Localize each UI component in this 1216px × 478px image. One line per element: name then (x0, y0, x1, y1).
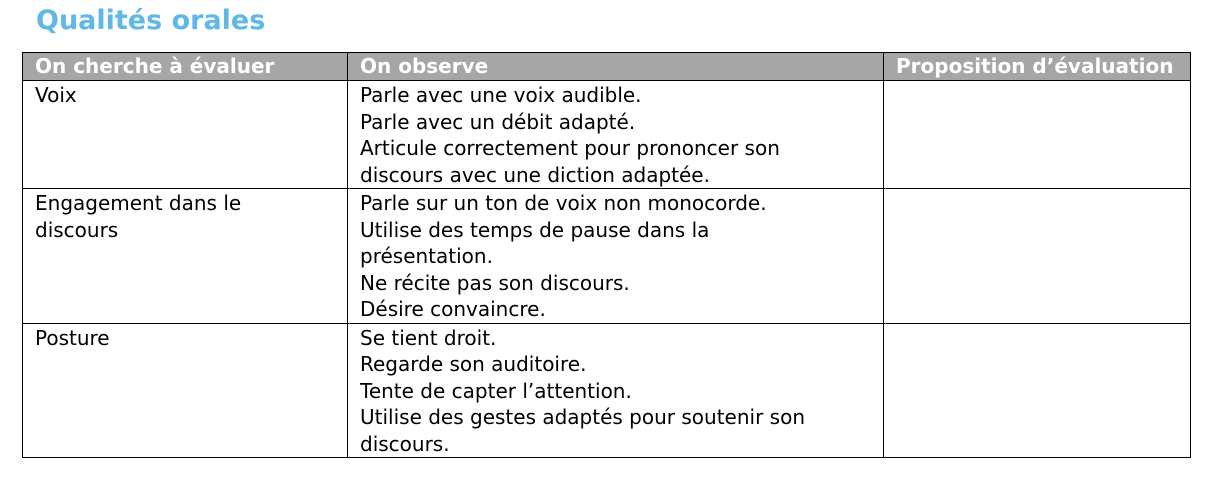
header-criterion: On cherche à évaluer (23, 53, 348, 81)
observation-line: Utilise des gestes adaptés pour soutenir son (360, 405, 805, 429)
header-observation: On observe (348, 53, 884, 81)
observation-line: Tente de capter l’attention. (360, 378, 632, 403)
observation-cell (348, 323, 884, 458)
evaluation-cell[interactable] (884, 323, 1191, 458)
observation-line: Désire convaincre. (360, 297, 546, 321)
criterion-cell (23, 189, 348, 324)
observation-line: présentation. (360, 244, 493, 268)
observation-line: Articule correctement pour prononcer son (360, 136, 780, 160)
observation-line: Parle avec un débit adapté. (360, 109, 636, 134)
table-header-row (23, 53, 1191, 81)
evaluation-cell[interactable] (884, 189, 1191, 324)
observation-line: discours avec une diction adaptée. (360, 162, 710, 187)
criterion-cell (23, 81, 348, 189)
header-evaluation: Proposition d’évaluation (884, 53, 1191, 81)
observation-line: Ne récite pas son discours. (360, 270, 630, 295)
table-row (23, 81, 1191, 189)
observation-line: Parle sur un ton de voix non monocorde. (360, 191, 767, 215)
criterion-text: Engagement dans le (35, 191, 242, 215)
observation-cell (348, 81, 884, 189)
table-row (23, 323, 1191, 458)
observation-line: Regarde son auditoire. (360, 352, 587, 376)
criterion-cell (23, 323, 348, 458)
observation-line: discours. (360, 431, 450, 456)
observation-line: Se tient droit. (360, 325, 497, 350)
page-title: Qualités orales (36, 5, 266, 36)
evaluation-table (22, 52, 1191, 458)
table-row (23, 189, 1191, 324)
observation-line: Utilise des temps de pause dans la (360, 217, 710, 242)
observation-cell (348, 189, 884, 324)
criterion-text: Posture (35, 325, 110, 350)
criterion-text: discours (35, 217, 119, 242)
observation-line: Parle avec une voix audible. (360, 83, 642, 107)
criterion-text: Voix (35, 83, 77, 107)
evaluation-cell[interactable] (884, 81, 1191, 189)
